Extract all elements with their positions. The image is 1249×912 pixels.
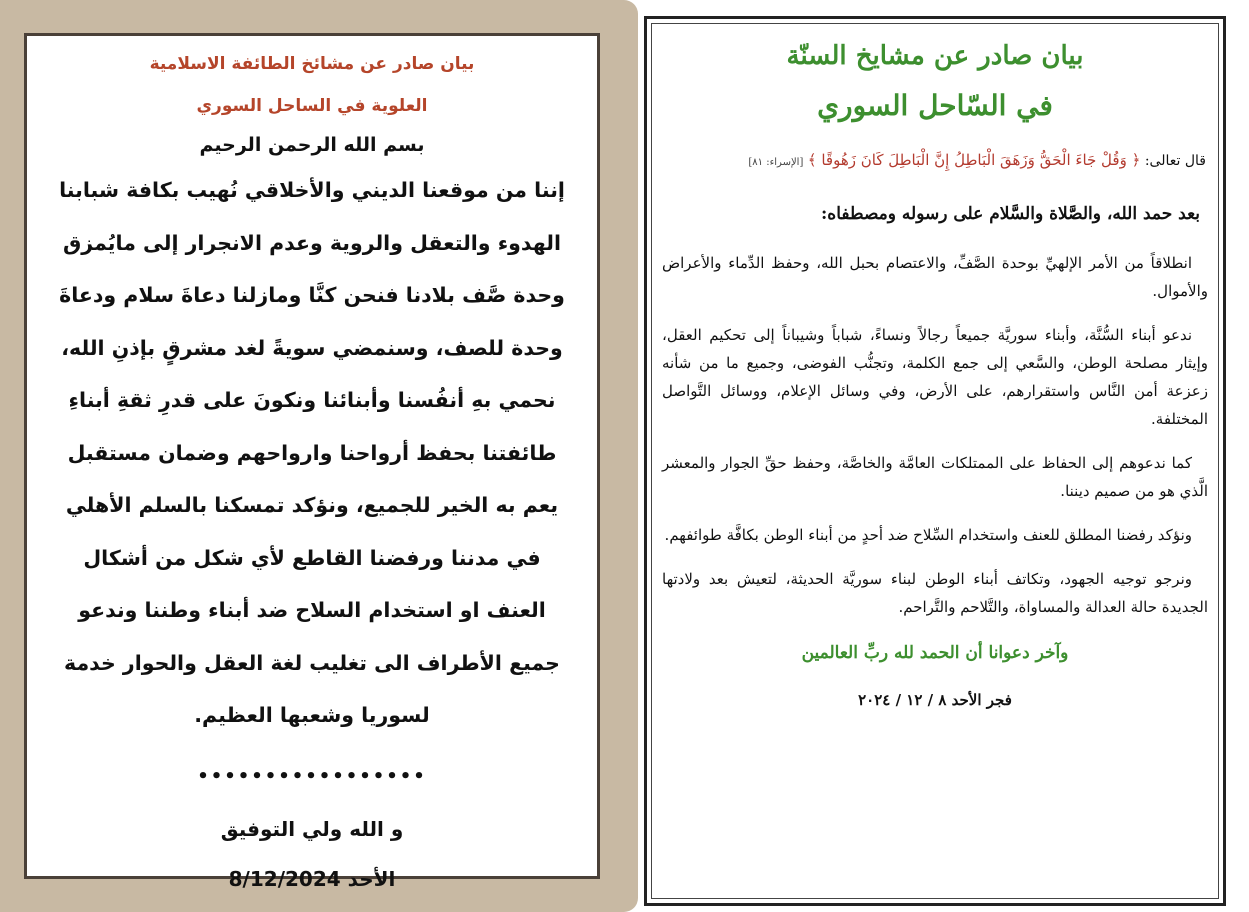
left-body-text: إننا من موقعنا الديني والأخلاقي نُهيب بكافة شبابنا الهدوء والتعقل والروية وعدم الانجرار إلى مايُمزق وحدة صَّف بلادنا فنحن كنَّا ومازلنا دعاةَ سلام ودعاةَ وحدة للصف، وسنمضي سويةً لغد مشرقٍ بإذنِ الله، نحمي بهِ أنفُسنا وأبنائنا ونكونَ على قدرِ ثقةِ أبناءِ طائفتنا بحفظ أرواحنا وارواحهم وضمان مستقبل يعم به الخير للجميع، ونؤكد تمسكنا بالسلم الأهلي في مدننا ورفضنا القاطع لأي شكل من أشكال العنف او استخدام السلاح ضد أبناء وطننا وندعو جميع الأطراف الى تغليب لغة العقل والحوار خدمة لسوريا وشعبها العظيم. [59, 178, 565, 727]
right-date: فجر الأحد ٨ / ١٢ / ٢٠٢٤ [858, 691, 1012, 709]
left-title-line1: بيان صادر عن مشائخ الطائفة الاسلامية [149, 54, 475, 74]
quran-verse-line [664, 146, 1206, 177]
left-statement-document [24, 33, 600, 891]
paragraph-3: كما ندعوهم إلى الحفاظ على الممتلكات العامَّة والخاصَّة، وحفظ حقِّ الجوار والمعشر الَّذي هو من صميم ديننا. [662, 454, 1208, 500]
verse-intro: قال تعالى: [1144, 153, 1206, 169]
paragraph-4: ونؤكد رفضنا المطلق للعنف واستخدام السِّلاح ضد أحدٍ من أبناء الوطن بكافَّة طوائفهم. [664, 526, 1192, 544]
left-title-line2: العلوية في الساحل السوري [196, 96, 428, 116]
left-closing: و الله ولي التوفيق [220, 816, 404, 841]
quran-verse: ﴿ وَقُلْ جَاءَ الْحَقُّ وَزَهَقَ الْبَاطِلُ إِنَّ الْبَاطِلَ كَانَ زَهُوقًا ﴾ [807, 151, 1141, 169]
left-date: الأحد 8/12/2024 [228, 866, 396, 891]
paragraph-1: انطلاقاً من الأمر الإلهيِّ بوحدة الصَّفِّ، والاعتصام بحبل الله، وحفظ الدِّماء والأعراض والأموال. [662, 254, 1208, 300]
right-opening: بعد حمد الله، والصَّلاة والسَّلام على رسوله ومصطفاه: [821, 204, 1200, 224]
left-divider-dots: ••••••••••••••••• [197, 765, 427, 787]
paragraph-2: ندعو أبناء السُّنَّة، وأبناء سوريَّة جميعاً رجالاً ونساءً، شباباً وشيباناً إلى تحكيم العقل، وإيثار مصلحة الوطن، والسَّعي إلى جمع الكلمة، وتجنُّب الفوضى، وجميع ما من شأنه زعزعة أمن النَّاس واستقرارهم، على الأرض، وفي وسائل الإعلام، ووسائل التَّواصل المختلفة. [662, 326, 1208, 428]
right-statement-document [651, 23, 1219, 899]
right-title-line1: بيان صادر عن مشايخ السنّة [786, 41, 1084, 71]
verse-reference: [الإسراء: ٨١] [748, 157, 804, 168]
left-basmala: بسم الله الرحمن الرحيم [199, 134, 425, 156]
right-statement-frame [644, 16, 1226, 906]
paragraph-5: ونرجو توجيه الجهود، وتكاتف أبناء الوطن لبناء سوريَّة الحديثة، لتعيش بعد ولادتها الجديدة حالة العدالة والمساواة، والتَّلاحم والتَّراحم. [662, 570, 1208, 616]
right-closing: وآخر دعوانا أن الحمد لله ربِّ العالمين [801, 643, 1069, 663]
right-title-line2: في السّاحل السوري [817, 89, 1053, 122]
